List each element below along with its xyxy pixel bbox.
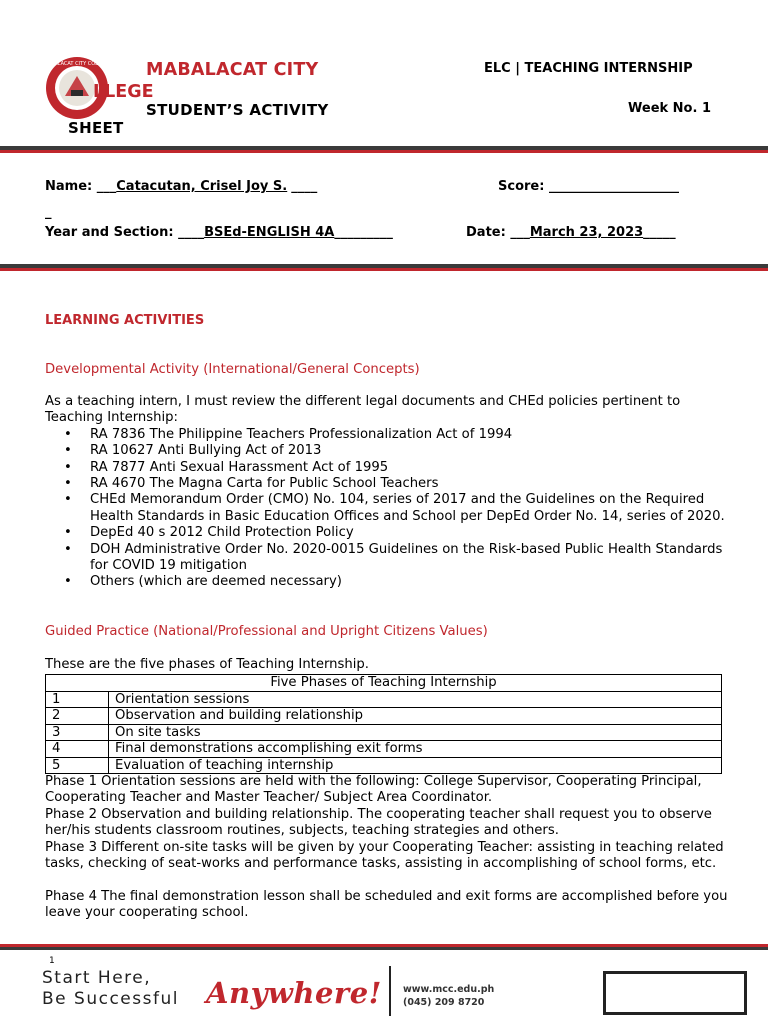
guided-title: Guided Practice (National/Professional and Upright Citizens Values) (45, 624, 488, 639)
list-item: • DOH Administrative Order No. 2020-0015 Guidelines on the Risk-based Public Health Standards for COVID 19 mitigation (45, 542, 725, 575)
phase-name: Observation and building relationship (109, 708, 722, 725)
college-name: MABALACAT CITY (146, 60, 319, 80)
date-value: March 23, 2023 (529, 225, 644, 240)
footer-contact (403, 983, 494, 1009)
score-label: Score: (498, 179, 545, 194)
year-label: Year and Section: (45, 225, 174, 240)
name-field (45, 179, 317, 194)
phase-number: 4 (46, 741, 109, 758)
name-value: Catacutan, Crisel Joy S. (116, 179, 288, 194)
slogan-line-2: Be Successful (42, 989, 179, 1009)
phase-3-description: Phase 3 Different on-site tasks will be given by your Cooperating Teacher: assisting in teaching related tasks, checking of seat-works and performance tasks, assisting in accomplishing of school forms, etc. (45, 839, 724, 872)
footer-rule-dark (0, 947, 768, 950)
developmental-title: Developmental Activity (International/General Concepts) (45, 362, 420, 377)
slogan-line-1: Start Here, (42, 968, 152, 988)
table-row (46, 741, 722, 758)
score-field (498, 179, 679, 194)
phase-name: Orientation sessions (109, 691, 722, 708)
website-link[interactable]: www.mcc.edu.ph (403, 984, 495, 995)
info-rule-red (0, 268, 768, 271)
phases-intro: These are the five phases of Teaching Internship. (45, 657, 369, 672)
footer-slogan (42, 968, 179, 1010)
phase-number: 1 (46, 691, 109, 708)
sheet-title-wrap: SHEET (68, 119, 124, 137)
phone-number: (045) 209 8720 (403, 997, 485, 1008)
footer-box (603, 971, 747, 1015)
list-item: • RA 7877 Anti Sexual Harassment Act of 1995 (45, 460, 725, 476)
date-label: Date: (466, 225, 506, 240)
phases-table (45, 674, 722, 774)
policy-list (45, 427, 725, 591)
header-rule-red (0, 150, 768, 153)
phase-name: Final demonstrations accomplishing exit forms (109, 741, 722, 758)
date-line-post: _____ (643, 225, 676, 240)
phase-1-description: Phase 1 Orientation sessions are held with the following: College Supervisor, Cooperating Principal, Cooperating Teacher and Master Teacher/ Subject Area Coordinator. (45, 774, 702, 806)
program-title: ELC | TEACHING INTERNSHIP (484, 61, 693, 76)
phase-4-description: Phase 4 The final demonstration lesson shall be scheduled and exit forms are accomplished before you leave your cooperating school. (45, 888, 728, 921)
name-line-wrap: _ (45, 205, 52, 220)
college-name-wrap: LLEGE (93, 82, 154, 102)
paragraph-spacer (45, 872, 730, 888)
week-number: Week No. 1 (628, 101, 712, 116)
name-line-post: ____ (291, 179, 318, 194)
name-label: Name: (45, 179, 93, 194)
list-item: • RA 4670 The Magna Carta for Public School Teachers (45, 476, 725, 492)
table-row (46, 708, 722, 725)
phase-name: On site tasks (109, 724, 722, 741)
intro-paragraph: As a teaching intern, I must review the different legal documents and CHEd policies pertinent to Teaching Internship: (45, 394, 681, 426)
table-row (46, 724, 722, 741)
date-line-pre: ___ (510, 225, 530, 240)
phase-2-description: Phase 2 Observation and building relationship. The cooperating teacher shall request you to observe her/his students classroom routines, subjects, teaching strategies and others. (45, 806, 712, 839)
footer-divider (389, 966, 391, 1016)
list-item: • RA 10627 Anti Bullying Act of 2013 (45, 443, 725, 459)
year-value: BSEd-ENGLISH 4A (204, 225, 335, 240)
section-title: LEARNING ACTIVITIES (45, 313, 205, 328)
table-title: Five Phases of Teaching Internship (46, 675, 722, 692)
table-header-row (46, 675, 722, 692)
phase-name: Evaluation of teaching internship (109, 757, 722, 774)
developmental-body (45, 394, 725, 591)
year-line-pre: ____ (178, 225, 205, 240)
score-value: ____________________ (548, 179, 679, 194)
phase-number: 5 (46, 757, 109, 774)
list-item: • RA 7836 The Philippine Teachers Professionalization Act of 1994 (45, 427, 725, 443)
table-row (46, 691, 722, 708)
list-item: • DepEd 40 s 2012 Child Protection Policy (45, 525, 725, 541)
name-line-pre: ___ (96, 179, 117, 194)
sheet-title: STUDENT’S ACTIVITY (146, 101, 329, 119)
slogan-accent: Anywhere! (206, 976, 382, 1010)
logo-text: MABALACAT CITY COLLEGE (45, 61, 109, 67)
phase-number: 3 (46, 724, 109, 741)
page-number: 1 (49, 956, 55, 966)
phase-descriptions (45, 774, 730, 922)
list-item: • CHEd Memorandum Order (CMO) No. 104, series of 2017 and the Guidelines on the Required Health Standards in Basic Education Offices and School per DepEd Order No. 14, series of 2020. (45, 492, 725, 525)
date-field (466, 225, 676, 240)
year-section-field (45, 225, 393, 240)
table-row (46, 757, 722, 774)
year-line-post: _________ (334, 225, 393, 240)
list-item: • Others (which are deemed necessary) (45, 574, 725, 590)
phase-number: 2 (46, 708, 109, 725)
